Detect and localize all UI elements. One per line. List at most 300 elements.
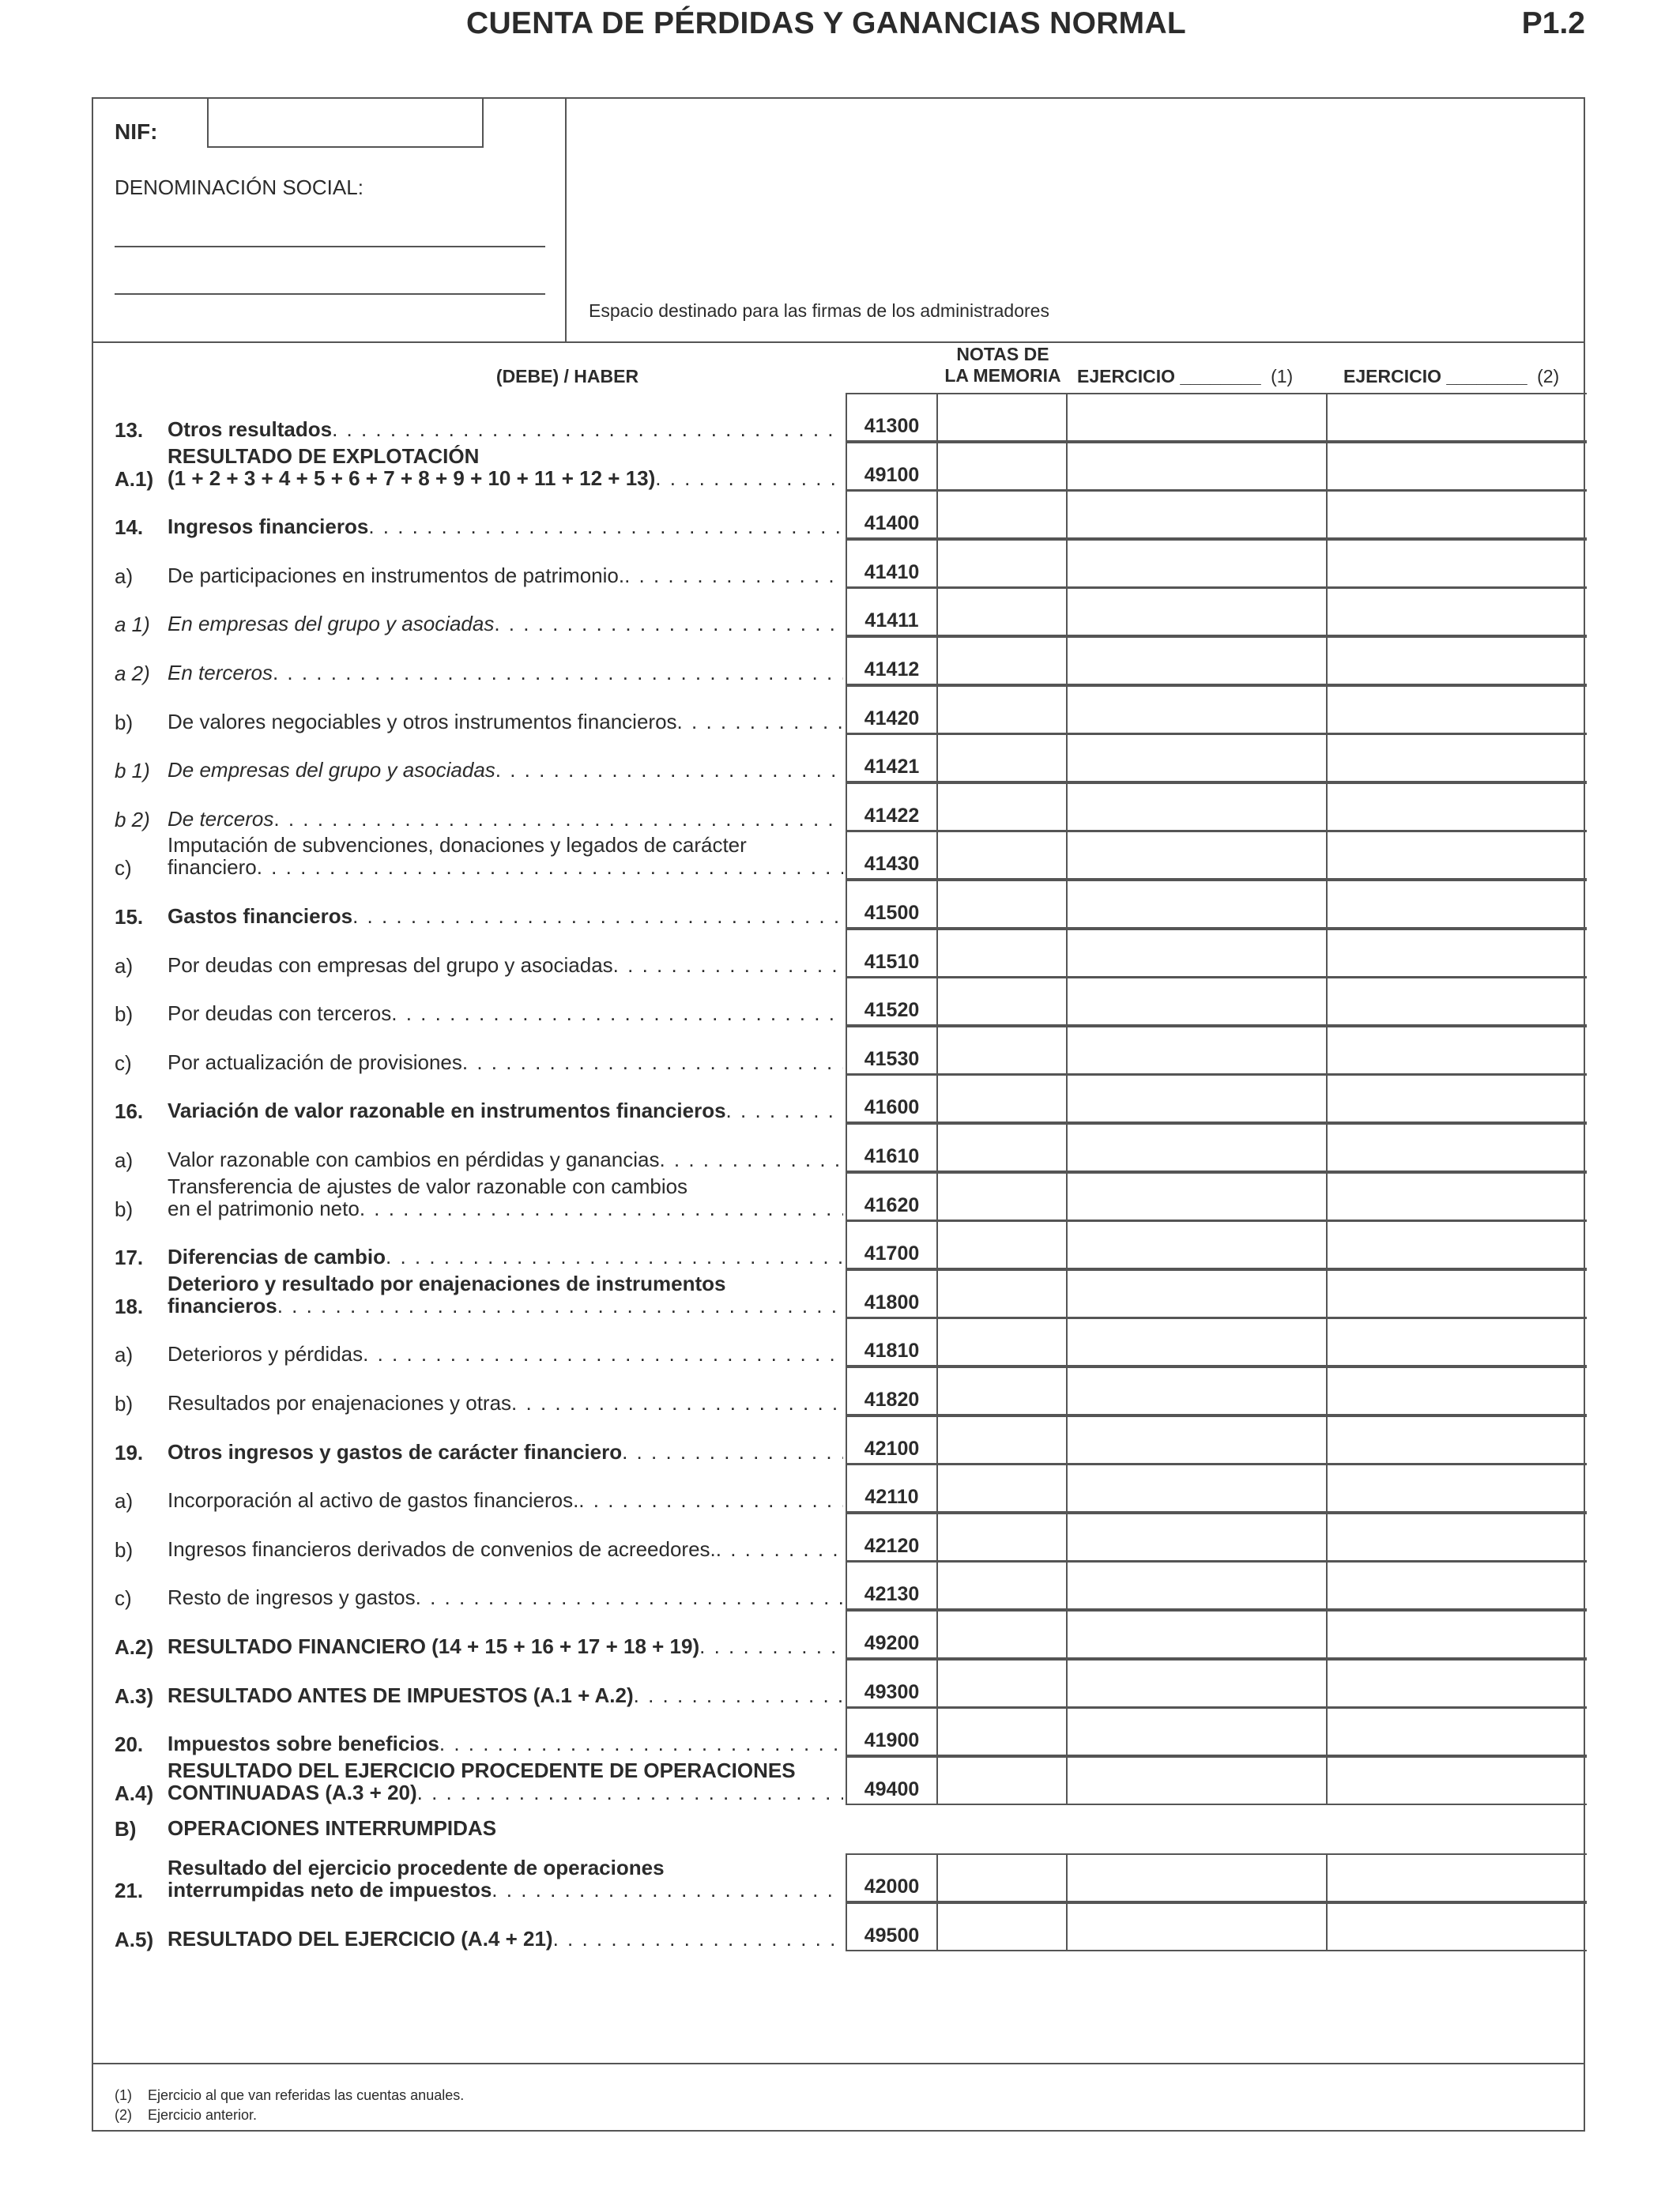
row-number: 15.: [115, 905, 144, 929]
ejercicio2-cell[interactable]: [1328, 1269, 1587, 1318]
row-number: 13.: [115, 418, 144, 442]
row-label-text: Otros ingresos y gastos de carácter financiero: [168, 1439, 623, 1464]
row-label-text: interrumpidas neto de impuestos: [168, 1878, 492, 1902]
dot-leader: [634, 1684, 843, 1706]
dot-leader: [391, 1002, 843, 1024]
dot-leader: [417, 1781, 843, 1804]
ejercicio1-cell[interactable]: [1068, 1318, 1328, 1367]
row-code: 49500: [846, 1902, 938, 1951]
notas-cell[interactable]: [938, 880, 1068, 929]
divider: [93, 2063, 1584, 2064]
row-label: [168, 396, 843, 440]
ejercicio2-cell[interactable]: [1328, 636, 1587, 685]
row-number: b): [115, 1197, 134, 1221]
ejercicio1-cell[interactable]: [1068, 1853, 1328, 1902]
row-number: b 1): [115, 759, 150, 783]
row-label: [168, 1370, 843, 1414]
row-label-line1: [168, 396, 843, 418]
row-code: 41410: [846, 539, 938, 588]
row-code: 41422: [846, 782, 938, 831]
form-frame: [92, 97, 1585, 2132]
row-label: [168, 445, 843, 489]
notas-cell[interactable]: [938, 1853, 1068, 1902]
notas-cell[interactable]: [938, 685, 1068, 734]
row-label: [168, 834, 843, 878]
dot-leader: [495, 759, 843, 781]
row-number: b): [115, 1392, 134, 1416]
row-label-line1: [168, 1467, 843, 1489]
row-label: [168, 1321, 843, 1365]
divider: [93, 341, 1584, 343]
dot-leader: [655, 467, 843, 489]
ejercicio1-cell[interactable]: [1068, 1464, 1328, 1513]
notas-cell[interactable]: [938, 929, 1068, 978]
ejercicio2-cell[interactable]: [1328, 1902, 1587, 1951]
notas-cell[interactable]: [938, 1513, 1068, 1562]
row-number: a): [115, 1343, 134, 1367]
row-code: 42100: [846, 1416, 938, 1465]
row-code: 41412: [846, 636, 938, 685]
row-label-text: En empresas del grupo y asociadas: [168, 612, 495, 636]
table-row: [93, 1074, 1587, 1123]
notas-cell[interactable]: [938, 1074, 1068, 1123]
row-number: a 2): [115, 662, 150, 685]
table-row: [93, 782, 1587, 831]
row-code: 42130: [846, 1561, 938, 1610]
row-label: [168, 1516, 843, 1560]
dot-leader: [257, 856, 843, 878]
ejercicio1-cell[interactable]: [1068, 929, 1328, 978]
table-row: [93, 539, 1587, 588]
notas-cell[interactable]: [938, 782, 1068, 831]
row-number: a): [115, 1489, 134, 1514]
ejercicio2-cell[interactable]: [1328, 1367, 1587, 1416]
notas-cell[interactable]: [938, 1561, 1068, 1610]
ejercicio1-cell[interactable]: [1068, 1172, 1328, 1221]
denominacion-label: DENOMINACIÓN SOCIAL:: [115, 175, 363, 199]
notas-cell[interactable]: [938, 1123, 1068, 1172]
dot-leader: [726, 1099, 843, 1122]
dot-leader: [511, 1392, 843, 1414]
row-label-line1: Transferencia de ajustes de valor razonable con cambios: [168, 1174, 688, 1198]
row-label: [168, 932, 843, 976]
notas-cell[interactable]: [938, 1026, 1068, 1075]
row-label-text: Incorporación al activo de gastos financieros.: [168, 1488, 579, 1513]
row-number: a): [115, 1148, 134, 1172]
row-label: [168, 639, 843, 684]
ejercicio1-cell[interactable]: [1068, 587, 1328, 636]
notas-cell[interactable]: [938, 587, 1068, 636]
row-code: 41700: [846, 1220, 938, 1269]
row-label-line1: [168, 590, 843, 613]
ejercicio2-cell[interactable]: [1328, 1026, 1587, 1075]
table-row: [93, 1416, 1587, 1465]
ejercicio2-cell[interactable]: [1328, 1610, 1587, 1659]
ejercicio2-cell[interactable]: [1328, 1659, 1587, 1708]
row-label: [168, 980, 843, 1024]
ejercicio1-cell[interactable]: [1068, 1513, 1328, 1562]
concepto-header: (DEBE) / HABER: [495, 366, 639, 386]
row-code: 41600: [846, 1074, 938, 1123]
row-label: [168, 1126, 843, 1171]
ejercicio1-cell[interactable]: [1068, 831, 1328, 880]
row-label-line1: [168, 1564, 843, 1586]
ejercicio2-cell[interactable]: [1328, 1123, 1587, 1172]
row-number: A.2): [115, 1635, 154, 1659]
row-label: [168, 1710, 843, 1755]
row-label-line1: [168, 1419, 843, 1441]
ejercicio2-cell[interactable]: [1328, 1561, 1587, 1610]
row-label-text: RESULTADO ANTES DE IMPUESTOS (A.1 + A.2): [168, 1683, 634, 1707]
row-label-line1: Imputación de subvenciones, donaciones y legados de carácter: [168, 833, 747, 858]
notas-cell[interactable]: [938, 539, 1068, 588]
row-number: a): [115, 953, 134, 978]
ejercicio2-cell[interactable]: [1328, 1172, 1587, 1221]
ejercicio1-cell[interactable]: [1068, 733, 1328, 782]
row-label-text: Por deudas con empresas del grupo y asociadas: [168, 952, 613, 977]
ejercicio2-cell[interactable]: [1328, 393, 1587, 442]
table-row: [93, 1026, 1587, 1075]
row-number: A.5): [115, 1927, 154, 1951]
row-label-line1: [168, 688, 843, 711]
notas-cell[interactable]: [938, 1318, 1068, 1367]
ejercicio1-cell[interactable]: [1068, 1707, 1328, 1756]
row-label: [168, 1175, 843, 1220]
ejercicio1-cell[interactable]: [1068, 1367, 1328, 1416]
ejercicio1-header: [1077, 366, 1322, 387]
row-code: 41400: [846, 490, 938, 539]
table-row: [93, 1804, 1587, 1853]
table-row: [93, 1561, 1587, 1610]
row-label: [168, 688, 843, 733]
row-label-line1: [168, 1516, 843, 1538]
denominacion-line-1[interactable]: [115, 246, 545, 247]
row-label-text: Valor razonable con cambios en pérdidas y ganancias: [168, 1148, 660, 1171]
row-code: 41300: [846, 393, 938, 442]
row-label: [168, 1419, 843, 1463]
dot-leader: [553, 1928, 843, 1950]
ejercicio1-cell[interactable]: [1068, 1123, 1328, 1172]
ejercicio1-cell[interactable]: [1068, 880, 1328, 929]
table-row: [93, 1513, 1587, 1562]
ejercicio2-cell[interactable]: [1328, 1513, 1587, 1562]
row-code: 49100: [846, 442, 938, 491]
notas-cell[interactable]: [938, 1269, 1068, 1318]
row-label: [168, 1077, 843, 1122]
notas-cell[interactable]: [938, 977, 1068, 1026]
ejercicio2-cell[interactable]: [1328, 1464, 1587, 1513]
ejercicio1-cell[interactable]: [1068, 393, 1328, 442]
ejercicio1-label: EJERCICIO ________: [1077, 366, 1261, 386]
notas-cell[interactable]: [938, 636, 1068, 685]
dot-leader: [352, 905, 843, 927]
ejercicio2-cell[interactable]: [1328, 782, 1587, 831]
notas-cell[interactable]: [938, 442, 1068, 491]
row-label-text: De empresas del grupo y asociadas: [168, 758, 495, 782]
row-code: 49300: [846, 1659, 938, 1708]
row-label-text: (1 + 2 + 3 + 4 + 5 + 6 + 7 + 8 + 9 + 10 + 11 + 12 + 13): [168, 466, 656, 490]
table-row: [93, 1172, 1587, 1221]
row-code: 41620: [846, 1172, 938, 1221]
row-code: 42110: [846, 1464, 938, 1513]
row-number: A.3): [115, 1683, 154, 1708]
row-label: [168, 590, 843, 635]
ejercicio2-cell[interactable]: [1328, 442, 1587, 491]
ejercicio1-cell[interactable]: [1068, 782, 1328, 831]
row-label-text: RESULTADO DEL EJERCICIO (A.4 + 21): [168, 1926, 553, 1951]
notas-cell[interactable]: [938, 1659, 1068, 1708]
row-label-line1: RESULTADO DE EXPLOTACIÓN: [168, 443, 480, 468]
notas-header-line2: LA MEMORIA: [944, 365, 1061, 386]
table-row: [93, 1659, 1587, 1708]
row-number: b): [115, 1537, 134, 1562]
row-code: 41430: [846, 831, 938, 880]
ejercicio2-cell[interactable]: [1328, 587, 1587, 636]
ejercicio1-cell[interactable]: [1068, 1756, 1328, 1805]
row-code: 41411: [846, 587, 938, 636]
row-label-line1: [168, 1662, 843, 1684]
row-label-text: Impuestos sobre beneficios: [168, 1732, 439, 1756]
row-label-text: Por deudas con terceros: [168, 1001, 392, 1026]
notas-cell[interactable]: [938, 733, 1068, 782]
row-label-text: Por actualización de provisiones: [168, 1050, 462, 1074]
row-label-text: Gastos financieros: [168, 904, 353, 928]
page-title: CUENTA DE PÉRDIDAS Y GANANCIAS NORMAL: [466, 6, 1187, 40]
ejercicio2-cell[interactable]: [1328, 1074, 1587, 1123]
dot-leader: [363, 1343, 843, 1365]
ejercicio2-cell[interactable]: [1328, 1416, 1587, 1465]
table-row: [93, 1464, 1587, 1513]
ejercicio2-header: [1343, 366, 1580, 387]
table-row: [93, 831, 1587, 880]
table-row: [93, 1318, 1587, 1367]
row-code: 41820: [846, 1367, 938, 1416]
row-code: 41500: [846, 880, 938, 929]
dot-leader: [416, 1586, 843, 1608]
ejercicio2-cell[interactable]: [1328, 685, 1587, 734]
dot-leader: [360, 1197, 843, 1220]
notas-cell[interactable]: [938, 1416, 1068, 1465]
ejercicio1-cell[interactable]: [1068, 685, 1328, 734]
row-label-text: De valores negociables y otros instrumentos financieros: [168, 709, 677, 733]
notas-cell[interactable]: [938, 393, 1068, 442]
dot-leader: [439, 1732, 843, 1755]
row-label-line1: [168, 542, 843, 564]
ejercicio2-cell[interactable]: [1328, 1756, 1587, 1805]
ejercicio2-cell[interactable]: [1328, 1318, 1587, 1367]
row-label-line1: RESULTADO DEL EJERCICIO PROCEDENTE DE OPERACIONES: [168, 1758, 796, 1782]
row-label-text: financieros: [168, 1293, 277, 1318]
dot-leader: [332, 418, 843, 440]
ejercicio2-cell[interactable]: [1328, 977, 1587, 1026]
table-row: [93, 1367, 1587, 1416]
ejercicio2-cell[interactable]: [1328, 539, 1587, 588]
ejercicio1-cell[interactable]: [1068, 442, 1328, 491]
row-number: B): [115, 1817, 137, 1842]
row-label: [168, 737, 843, 781]
table-row: [93, 1269, 1587, 1318]
row-label-line1: [168, 1370, 843, 1392]
row-number: c): [115, 1586, 132, 1611]
dot-leader: [492, 1879, 843, 1901]
table-row: [93, 1707, 1587, 1756]
dot-leader: [659, 1148, 843, 1171]
table-row: [93, 977, 1587, 1026]
notas-cell[interactable]: [938, 1367, 1068, 1416]
notas-cell[interactable]: [938, 490, 1068, 539]
dot-leader: [622, 1441, 843, 1463]
row-code: 49400: [846, 1756, 938, 1805]
row-label: [168, 1906, 843, 1950]
dot-leader: [677, 711, 843, 733]
row-code: 41810: [846, 1318, 938, 1367]
row-label-text: En terceros: [168, 661, 273, 684]
row-label-text: CONTINUADAS (A.3 + 20): [168, 1780, 417, 1804]
row-code: 41520: [846, 977, 938, 1026]
row-label: [168, 1759, 843, 1804]
ejercicio1-cell[interactable]: [1068, 1026, 1328, 1075]
row-label: [168, 1223, 843, 1268]
table-row: [93, 393, 1587, 442]
row-number: 20.: [115, 1732, 144, 1757]
row-label: [168, 1817, 843, 1839]
notas-cell[interactable]: [938, 1756, 1068, 1805]
ejercicio1-cell[interactable]: [1068, 636, 1328, 685]
row-code: 41420: [846, 685, 938, 734]
ejercicio2-cell[interactable]: [1328, 1853, 1587, 1902]
ejercicio1-cell[interactable]: [1068, 490, 1328, 539]
firmas-caption: Espacio destinado para las firmas de los administradores: [589, 300, 1049, 321]
row-label-line1: [168, 1126, 843, 1148]
row-number: A.4): [115, 1781, 154, 1805]
ejercicio1-cell[interactable]: [1068, 1074, 1328, 1123]
row-label: [168, 1272, 843, 1317]
row-label-text: Ingresos financieros: [168, 515, 369, 539]
notas-header-line1: NOTAS DE: [956, 344, 1049, 364]
table-row: [93, 1853, 1587, 1902]
ejercicio2-ref: (2): [1537, 366, 1560, 386]
row-label-text: financiero: [168, 855, 257, 880]
row-label-line1: [168, 1223, 843, 1246]
row-label-line1: [168, 980, 843, 1002]
row-label-line1: [168, 737, 843, 759]
table-row: [93, 1610, 1587, 1659]
notas-cell[interactable]: [938, 1172, 1068, 1221]
row-label-text: RESULTADO FINANCIERO (14 + 15 + 16 + 17 + 18 + 19): [168, 1634, 700, 1658]
ejercicio1-cell[interactable]: [1068, 1220, 1328, 1269]
denominacion-line-2[interactable]: [115, 293, 545, 295]
row-label-line1: [168, 932, 843, 954]
footnote: (2) Ejercicio anterior.: [115, 2107, 258, 2123]
notas-cell[interactable]: [938, 1220, 1068, 1269]
ejercicio1-cell[interactable]: [1068, 1659, 1328, 1708]
row-number: b): [115, 710, 134, 734]
divider: [565, 99, 567, 341]
row-label-line1: [168, 786, 843, 808]
table-row: [93, 587, 1587, 636]
ejercicio2-cell[interactable]: [1328, 490, 1587, 539]
ejercicio2-cell[interactable]: [1328, 831, 1587, 880]
row-label-line1: [168, 1710, 843, 1732]
nif-field[interactable]: [207, 99, 484, 148]
row-label-text: Variación de valor razonable en instrumentos financieros: [168, 1099, 726, 1123]
row-label-text: Deterioros y pérdidas: [168, 1342, 363, 1367]
table-row: [93, 929, 1587, 978]
row-label: [168, 1613, 843, 1657]
dot-leader: [386, 1246, 843, 1268]
row-label-line1: [168, 1906, 843, 1928]
row-label: [168, 786, 843, 830]
table-row: [93, 880, 1587, 929]
ejercicio2-cell[interactable]: [1328, 1707, 1587, 1756]
ejercicio2-cell[interactable]: [1328, 880, 1587, 929]
notas-cell[interactable]: [938, 1707, 1068, 1756]
row-label-line1: [168, 1077, 843, 1099]
row-label-line1: [168, 883, 843, 905]
ejercicio1-ref: (1): [1271, 366, 1294, 386]
row-code: 41530: [846, 1026, 938, 1075]
row-code: 41421: [846, 733, 938, 782]
notas-cell[interactable]: [938, 1610, 1068, 1659]
notas-cell[interactable]: [938, 1464, 1068, 1513]
dot-leader: [578, 1489, 843, 1511]
row-code: 42000: [846, 1853, 938, 1902]
dot-leader: [699, 1635, 843, 1657]
row-label-text: De terceros: [168, 806, 274, 831]
row-label-line1: [168, 1029, 843, 1051]
row-label-text: OPERACIONES INTERRUMPIDAS: [168, 1816, 497, 1841]
ejercicio1-cell[interactable]: [1068, 1610, 1328, 1659]
ejercicio1-cell[interactable]: [1068, 1561, 1328, 1610]
table-row: [93, 733, 1587, 782]
row-number: 21.: [115, 1879, 144, 1902]
dot-leader: [273, 808, 843, 830]
ejercicio2-label: EJERCICIO ________: [1343, 366, 1527, 386]
ejercicio1-cell[interactable]: [1068, 1902, 1328, 1951]
dot-leader: [462, 1051, 843, 1073]
ejercicio1-cell[interactable]: [1068, 1269, 1328, 1318]
row-label-text: Resto de ingresos y gastos: [168, 1585, 416, 1610]
footnotes: [115, 2086, 464, 2125]
dot-leader: [716, 1538, 843, 1560]
table-row: [93, 1220, 1587, 1269]
ejercicio1-cell[interactable]: [1068, 977, 1328, 1026]
ejercicio1-cell[interactable]: [1068, 1416, 1328, 1465]
table-row: [93, 1756, 1587, 1805]
row-label: [168, 1564, 843, 1608]
row-label: [168, 542, 843, 586]
row-number: A.1): [115, 466, 154, 491]
row-label-text: Resultados por enajenaciones y otras: [168, 1391, 512, 1415]
row-number: 19.: [115, 1440, 144, 1465]
notas-cell[interactable]: [938, 1902, 1068, 1951]
ejercicio2-cell[interactable]: [1328, 929, 1587, 978]
row-label: [168, 1029, 843, 1073]
row-number: 16.: [115, 1099, 144, 1124]
ejercicio1-cell[interactable]: [1068, 539, 1328, 588]
row-number: a 1): [115, 613, 150, 637]
row-code: 41610: [846, 1123, 938, 1172]
row-number: a): [115, 564, 134, 588]
notas-cell[interactable]: [938, 831, 1068, 880]
footnote: (1) Ejercicio al que van referidas las cuentas anuales.: [115, 2087, 465, 2103]
row-label-text: Diferencias de cambio: [168, 1245, 386, 1269]
row-code: 42120: [846, 1513, 938, 1562]
row-label-text: Ingresos financieros derivados de convenios de acreedores.: [168, 1536, 716, 1561]
ejercicio2-cell[interactable]: [1328, 1220, 1587, 1269]
ejercicio2-cell[interactable]: [1328, 733, 1587, 782]
dot-leader: [368, 515, 843, 537]
